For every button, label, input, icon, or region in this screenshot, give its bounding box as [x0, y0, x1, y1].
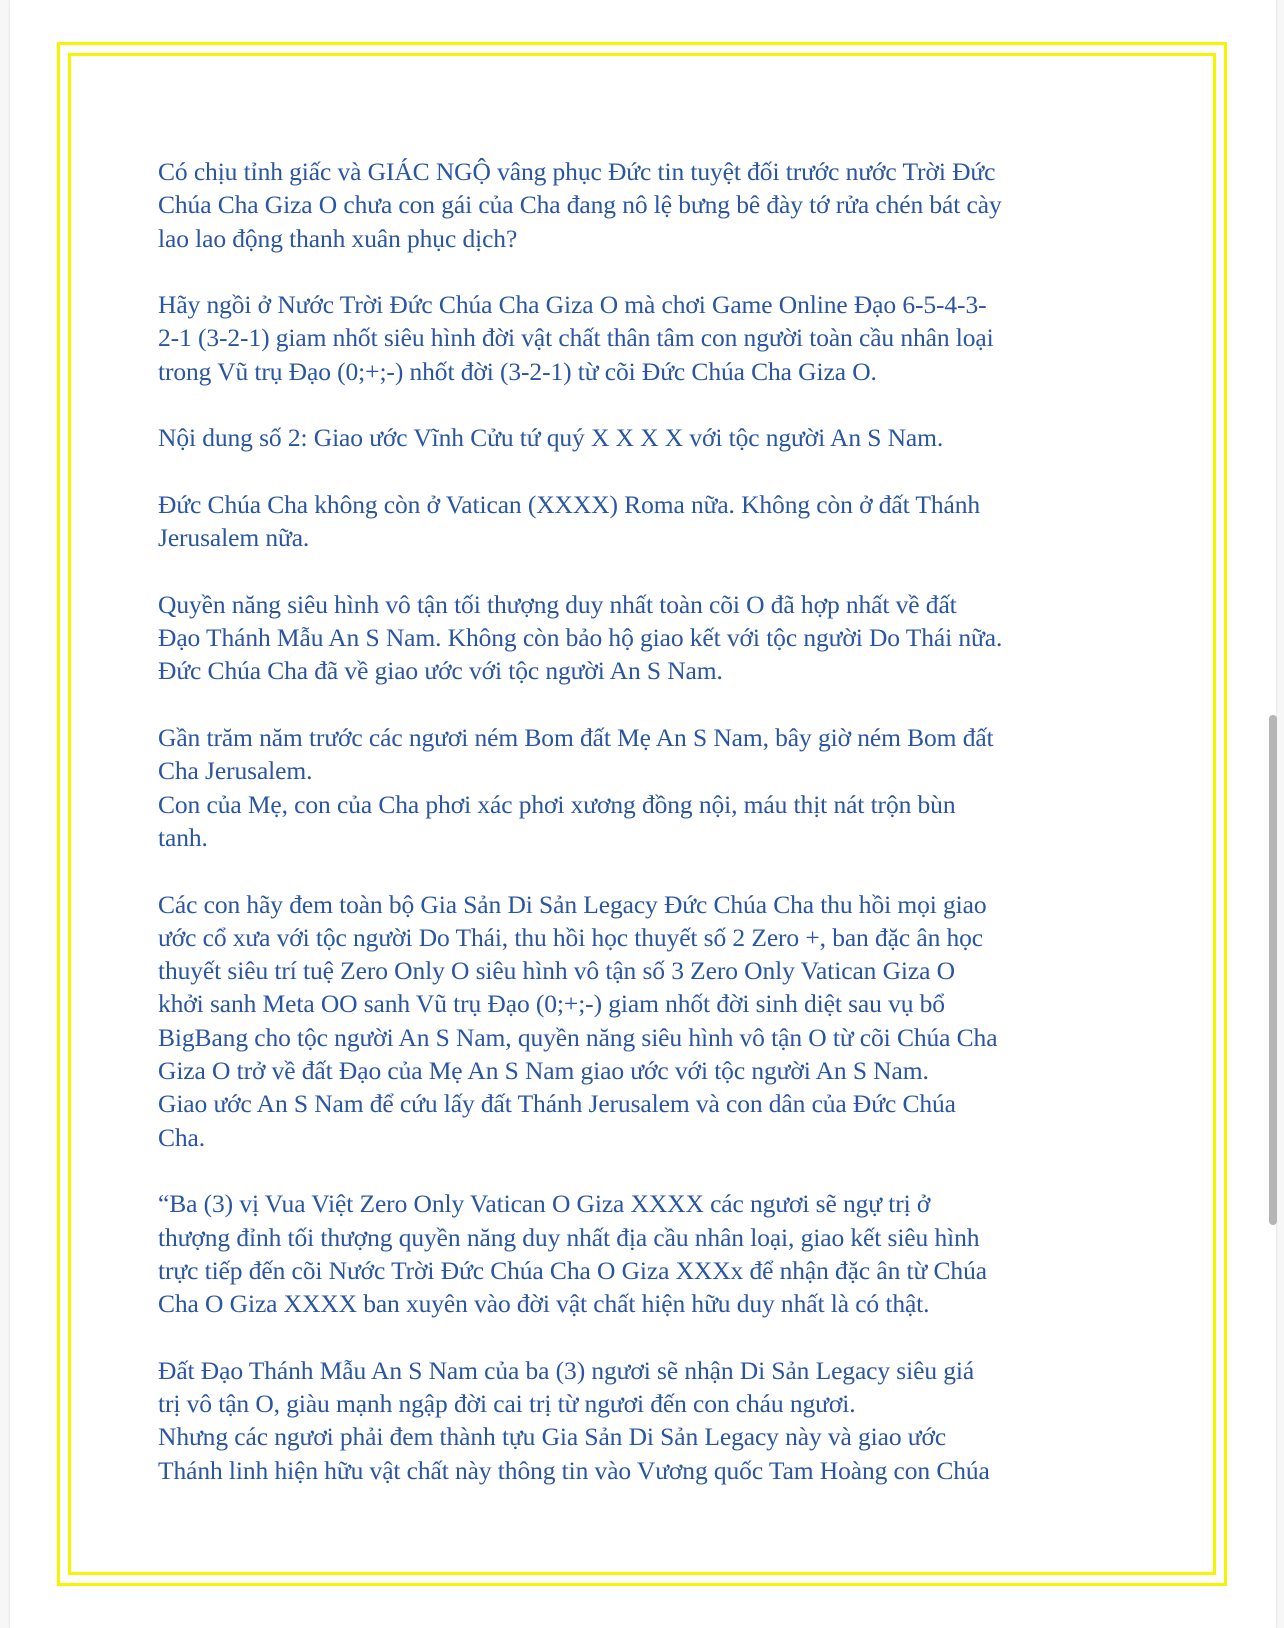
text-line: khởi sanh Meta OO sanh Vũ trụ Đạo (0;+;-) giam nhốt đời sinh diệt sau vụ bổ	[158, 989, 945, 1019]
text-line: Đạo Thánh Mẫu An S Nam. Không còn bảo hộ giao kết với tộc người Do Thái nữa.	[158, 623, 1003, 653]
text-line: Nhưng các ngươi phải đem thành tựu Gia Sản Di Sản Legacy này và giao ước	[158, 1422, 947, 1452]
paragraph	[158, 721, 1143, 854]
paragraph	[158, 288, 1143, 388]
text-line: Có chịu tỉnh giấc và GIÁC NGỘ vâng phục Đức tin tuyệt đối trước nước Trời Đức	[158, 157, 996, 186]
paragraph	[158, 888, 1143, 1154]
text-line: Cha.	[158, 1122, 206, 1152]
text-line: Jerusalem nữa.	[158, 523, 310, 553]
text-line: Gần trăm năm trước các ngươi ném Bom đất Mẹ An S Nam, bây giờ ném Bom đất	[158, 723, 994, 753]
paragraph	[158, 1354, 1143, 1487]
text-line: Con của Mẹ, con của Cha phơi xác phơi xương đồng nội, máu thịt nát trộn bùn	[158, 789, 956, 819]
text-line: Giza O trở về đất Đạo của Mẹ An S Nam giao ước với tộc người An S Nam.	[158, 1056, 929, 1086]
scrollbar-thumb[interactable]	[1269, 715, 1277, 1225]
text-line: tanh.	[158, 822, 208, 852]
text-line: Hãy ngồi ở Nước Trời Đức Chúa Cha Giza O mà chơi Game Online Đạo 6-5-4-3-	[158, 290, 987, 320]
text-line: Quyền năng siêu hình vô tận tối thượng duy nhất toàn cõi O đã hợp nhất về đất	[158, 589, 957, 619]
paragraph	[158, 488, 1143, 555]
text-line: Thánh linh hiện hữu vật chất này thông tin vào Vương quốc Tam Hoàng con Chúa	[158, 1455, 990, 1485]
text-line: Đất Đạo Thánh Mẫu An S Nam của ba (3) ngươi sẽ nhận Di Sản Legacy siêu giá	[158, 1355, 975, 1385]
text-line: Cha O Giza XXXX ban xuyên vào đời vật chất hiện hữu duy nhất là có thật.	[158, 1289, 930, 1319]
text-line: Các con hãy đem toàn bộ Gia Sản Di Sản Legacy Đức Chúa Cha thu hồi mọi giao	[158, 889, 987, 919]
text-line: trong Vũ trụ Đạo (0;+;-) nhốt đời (3-2-1) từ cõi Đức Chúa Cha Giza O.	[158, 356, 877, 386]
paragraph	[158, 155, 1143, 255]
paragraph	[158, 1187, 1143, 1320]
text-line: Chúa Cha Giza O chưa con gái của Cha đang nô lệ bưng bê đày tớ rửa chén bát cày	[158, 190, 1002, 220]
text-line: trực tiếp đến cõi Nước Trời Đức Chúa Cha O Giza XXXx để nhận đặc ân từ Chúa	[158, 1255, 987, 1285]
text-line: lao lao động thanh xuân phục dịch?	[158, 223, 518, 253]
document-body	[158, 155, 1143, 1487]
text-line: Đức Chúa Cha không còn ở Vatican (XXXX) Roma nữa. Không còn ở đất Thánh	[158, 489, 981, 519]
text-line: 2-1 (3-2-1) giam nhốt siêu hình đời vật chất thân tâm con người toàn cầu nhân loại	[158, 323, 994, 353]
text-line: BigBang cho tộc người An S Nam, quyền năng siêu hình vô tận O từ cõi Chúa Cha	[158, 1022, 998, 1052]
text-line: Cha Jerusalem.	[158, 756, 313, 786]
text-line: thuyết siêu trí tuệ Zero Only O siêu hình vô tận số 3 Zero Only Vatican Giza O	[158, 956, 955, 986]
text-line: trị vô tận O, giàu mạnh ngập đời cai trị từ ngươi đến con cháu ngươi.	[158, 1388, 856, 1418]
text-line: Nội dung số 2: Giao ước Vĩnh Cửu tứ quý X X X X với tộc người An S Nam.	[158, 423, 944, 453]
paragraph	[158, 421, 1143, 454]
text-line: Giao ước An S Nam để cứu lấy đất Thánh Jerusalem và con dân của Đức Chúa	[158, 1089, 956, 1119]
text-line: Đức Chúa Cha đã về giao ước với tộc người An S Nam.	[158, 656, 723, 686]
text-line: “Ba (3) vị Vua Việt Zero Only Vatican O Giza XXXX các ngươi sẽ ngự trị ở	[158, 1189, 931, 1219]
paragraph	[158, 588, 1143, 688]
text-line: ước cổ xưa với tộc người Do Thái, thu hồi học thuyết số 2 Zero +, ban đặc ân học	[158, 922, 984, 952]
text-line: thượng đỉnh tối thượng quyền năng duy nhất địa cầu nhân loại, giao kết siêu hình	[158, 1222, 980, 1252]
